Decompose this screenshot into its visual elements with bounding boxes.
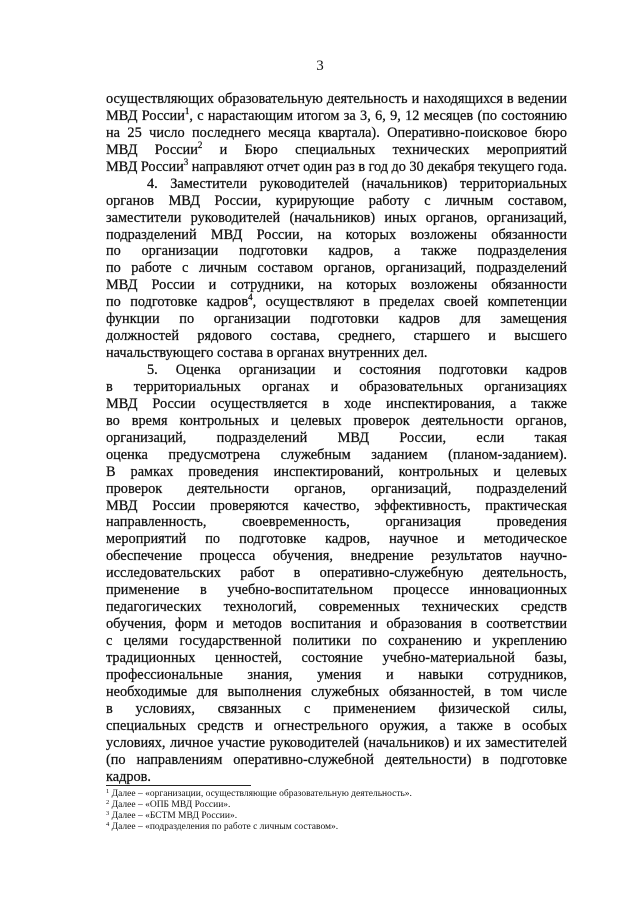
text-line [106, 139, 567, 159]
footnote-ref: 1 [184, 105, 190, 116]
text-line [106, 396, 567, 413]
text-line [106, 582, 567, 599]
text-segment: в условиях, связанных с применением физической силы, [106, 700, 567, 717]
text-segment: 5. Оценка организации и состояния подготовки кадров [147, 362, 567, 378]
text-line [106, 650, 567, 667]
text-segment: органов МВД России, курирующие работу с личным составом, [106, 192, 567, 209]
text-line [106, 481, 567, 498]
text-segment: МВД России [106, 158, 184, 175]
footnote-text: Далее – «ОПБ МВД России». [109, 800, 231, 810]
text-segment: необходимые для выполнения служебных обязанностей, в том числе [106, 683, 567, 700]
footnote-mark: 1 [106, 788, 110, 795]
paragraph [106, 176, 567, 362]
text-line [106, 447, 567, 464]
text-line [106, 193, 567, 210]
footnote [106, 800, 566, 811]
text-line [106, 260, 567, 277]
text-line [106, 156, 567, 176]
footnote-text: Далее – «БСТМ МВД России». [109, 811, 238, 821]
text-line [106, 531, 567, 548]
footnote-mark: 4 [106, 821, 110, 828]
footnote [106, 811, 566, 822]
footnote-text: Далее – «подразделения по работе с личным составом». [109, 822, 339, 832]
text-segment: условиях, личное участие руководителей (начальников) и их заместителей [106, 734, 567, 751]
text-line [106, 345, 567, 362]
footnote [106, 789, 566, 800]
text-segment: направляют отчет один раз в год до 30 декабря текущего года. [188, 158, 567, 175]
text-segment: должностей рядового состава, среднего, старшего и высшего [106, 328, 567, 345]
text-segment: организаций, подразделений МВД России, если такая [106, 429, 567, 446]
document-body [106, 91, 567, 785]
text-line [106, 684, 567, 701]
text-segment: направленность, своевременность, организация проведения [106, 514, 567, 531]
text-line [106, 176, 567, 193]
text-line [106, 105, 567, 125]
footnote-ref: 2 [197, 139, 203, 150]
paragraph [106, 91, 567, 176]
footnote-mark: 2 [106, 799, 110, 806]
footnote-mark: 3 [106, 810, 110, 817]
text-segment: по подготовке кадров [106, 294, 249, 311]
text-line [106, 616, 567, 633]
footnotes [106, 789, 566, 833]
text-line [106, 210, 567, 227]
text-line [106, 752, 567, 769]
text-segment: МВД России и сотрудники, на которых возложены обязанности [106, 277, 567, 294]
text-segment: заместители руководителей (начальников) иных органов, организаций, [106, 209, 567, 226]
text-line [106, 464, 567, 481]
text-segment: в территориальных органах и образовательных организациях [106, 378, 567, 395]
text-line [106, 701, 567, 718]
text-segment: педагогических технологий, современных технических средств [106, 599, 567, 616]
text-line [106, 91, 567, 108]
text-line [106, 362, 567, 379]
footnote [106, 822, 566, 833]
text-segment: по организации подготовки кадров, а также подразделения [106, 243, 567, 260]
text-line [106, 227, 567, 244]
text-segment: мероприятий по подготовке кадров, научное и методическое [106, 531, 567, 548]
text-segment: на 25 число последнего месяца квартала). Оперативно-поисковое бюро [106, 124, 567, 141]
footnote-text: Далее – «организации, осуществляющие образовательную деятельность». [109, 789, 412, 799]
text-segment: МВД России [106, 141, 198, 158]
text-line [106, 243, 567, 260]
text-line [106, 718, 567, 735]
text-line [106, 514, 567, 531]
text-segment: , осуществляют в пределах своей компетенции [252, 294, 568, 311]
text-segment: с целями государственной политики по сохранению и укреплению [106, 633, 567, 649]
text-line [106, 125, 567, 142]
text-segment: по работе с личным составом органов, организаций, подразделений [106, 260, 567, 277]
text-line [106, 565, 567, 582]
footnote-ref: 4 [248, 292, 253, 303]
text-segment: исследовательских работ в оперативно-служебную деятельность, [106, 565, 567, 582]
text-segment: и Бюро специальных технических мероприятий [202, 141, 567, 158]
footnote-separator [106, 785, 251, 786]
text-line [106, 413, 567, 430]
text-segment: специальных средств и огнестрельного оружия, а также в особых [106, 717, 567, 734]
text-line [106, 769, 567, 786]
text-segment: кадров. [106, 768, 151, 785]
text-segment: профессиональные знания, умения и навыки сотрудников, [106, 666, 567, 683]
text-line [106, 667, 567, 684]
paragraph [106, 362, 567, 785]
text-segment: подразделений МВД России, на которых возложены обязанности [106, 226, 567, 243]
text-segment: традиционных ценностей, состояние учебно-материальной базы, [106, 649, 567, 666]
text-segment: МВД России осуществляется в ходе инспектирования, а также [106, 395, 567, 412]
text-line [106, 294, 567, 311]
text-segment: функции по организации подготовки кадров для замещения [106, 311, 567, 328]
text-line [106, 633, 567, 650]
page-number: 3 [316, 58, 324, 74]
text-segment: применение в учебно-воспитательном процессе инновационных [106, 582, 567, 599]
text-segment: МВД России [106, 107, 185, 124]
text-line [106, 379, 567, 396]
text-segment: (по направлениям оперативно-служебной деятельности) в подготовке [106, 751, 567, 768]
text-segment: оценка предусмотрена служебным заданием (планом-заданием). [106, 446, 567, 463]
text-segment: В рамках проведения инспектирований, контрольных и целевых [106, 463, 567, 480]
text-segment: МВД России проверяются качество, эффективность, практическая [106, 497, 567, 514]
text-segment: проверок деятельности органов, организаций, подразделений [106, 480, 567, 497]
text-line [106, 599, 567, 616]
text-segment: начальствующего состава в органах внутренних дел. [106, 345, 428, 362]
text-segment: , с нарастающим итогом за 3, 6, 9, 12 месяцев (по состоянию [189, 107, 567, 124]
text-segment: осуществляющих образовательную деятельность и находящихся в ведении [106, 91, 567, 107]
text-line [106, 548, 567, 565]
text-line [106, 311, 567, 328]
text-line [106, 277, 567, 294]
text-line [106, 735, 567, 752]
text-segment: во время контрольных и целевых проверок деятельности органов, [106, 412, 567, 429]
text-line [106, 498, 567, 515]
text-segment: 4. Заместители руководителей (начальников) территориальных [147, 175, 567, 192]
text-line [106, 430, 567, 447]
text-segment: обучения, форм и методов воспитания и образования в соответствии [106, 616, 567, 633]
footnote-ref: 3 [183, 156, 189, 167]
text-line [106, 328, 567, 345]
text-segment: обеспечение процесса обучения, внедрение результатов научно- [106, 548, 567, 565]
